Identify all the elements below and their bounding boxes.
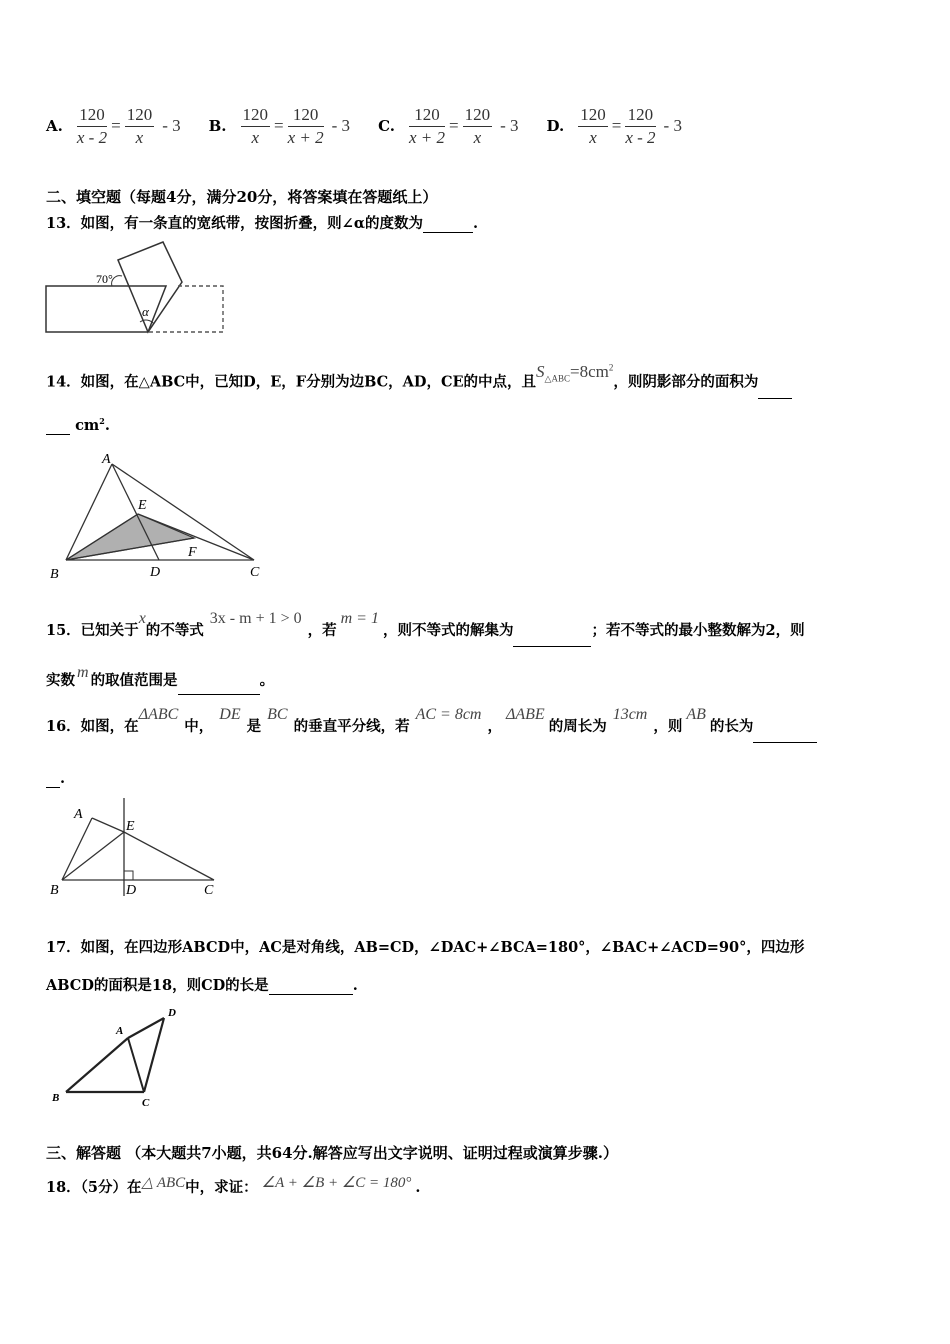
lhs-denominator: x (589, 127, 597, 147)
q15-text-line1 (46, 610, 805, 646)
q15-mid3: ，则不等式的解集为 (382, 622, 514, 639)
q13-answer-blank[interactable] (423, 215, 473, 233)
q15-mid2: ，若 (307, 622, 337, 639)
lhs-numerator: 120 (241, 104, 271, 127)
q14-answer-blank-b[interactable] (46, 417, 70, 435)
q17-line2-pre: ABCD的面积是18，则CD的长是 (46, 977, 269, 994)
q16-BC: BC (267, 706, 288, 723)
q16-AB: AB (686, 706, 706, 723)
q17-end: . (352, 977, 358, 994)
q14-area-val: =8cm (569, 361, 609, 381)
q13-angle-70-arc (112, 276, 122, 286)
lhs-denominator: x (251, 127, 260, 147)
q16-segment-BE (62, 832, 124, 880)
equals-sign: = (111, 116, 121, 135)
q16-mid6: 的长为 (709, 718, 754, 735)
q18-triangle: △ ABC (141, 1175, 186, 1191)
q18-end: . (415, 1179, 421, 1196)
minus-term: - 3 (663, 116, 682, 135)
q14-area-sub: △ABC (544, 373, 570, 384)
q17-text-line1: 17．如图，在四边形ABCD中，AC是对角线，AB=CD，∠DAC+∠BCA=180°，∠BAC+∠ACD=90°，四边形 (46, 939, 805, 956)
rhs-fraction (288, 104, 324, 149)
rhs-fraction (125, 104, 155, 149)
q16-comma: ， (487, 718, 502, 735)
q14-unit-sup: 2 (99, 416, 105, 426)
rhs-denominator: x + 2 (287, 127, 324, 147)
q12-options-row (46, 98, 906, 154)
section2-heading: 二、填空题（每题4分，满分20分，将答案填在答题纸上） (46, 188, 438, 206)
q14-question-post: ，则阴影部分的面积为 (613, 373, 759, 391)
q15-var-x: x (138, 610, 146, 627)
q14-unit: cm (75, 416, 100, 434)
q14-question-pre: 14．如图，在△ABC中，已知D，E，F分别为边BC，AD，CE的中点，且 (46, 373, 537, 391)
q15-line2-pre: 实数 (46, 672, 75, 689)
q14-label-A: A (102, 452, 111, 467)
q14-label-D: D (150, 565, 161, 580)
q17-label-A: A (116, 1025, 124, 1037)
equals-sign: = (449, 116, 459, 135)
q17-label-D: D (168, 1007, 176, 1019)
q16-mid4: 的周长为 (548, 718, 607, 735)
q15-answer-blank-2[interactable] (178, 668, 260, 695)
rhs-fraction (625, 104, 655, 149)
q14-text-line2 (46, 416, 110, 435)
q16-side-AB (62, 818, 92, 880)
q16-label-E: E (126, 819, 135, 834)
lhs-denominator: x + 2 (408, 127, 445, 147)
q13-figure (40, 236, 235, 340)
option-label: C. (378, 117, 395, 135)
option-label: D. (546, 117, 565, 135)
section3-heading: 三、解答题 （本大题共7小题，共64分.解答应写出文字说明、证明过程或演算步骤.） (46, 1144, 618, 1162)
q18-pre: 18．（5分）在 (46, 1179, 142, 1196)
equals-sign: = (611, 116, 622, 135)
q15-text-line2 (46, 664, 275, 694)
q15-var-m: m (77, 664, 89, 681)
q14-area-expression (536, 361, 614, 384)
option-label: A. (46, 117, 63, 135)
q12-option-d[interactable] (547, 104, 684, 149)
q14-label-B: B (50, 567, 59, 582)
q16-mid5: ，则 (653, 718, 683, 735)
lhs-numerator: 120 (578, 104, 608, 127)
q16-mid1: 中， (184, 718, 214, 735)
q16-label-C: C (204, 883, 214, 898)
q13-angle-70-label: 70° (96, 272, 113, 286)
q17-text-line2 (46, 974, 358, 995)
q15-condition: m = 1 (340, 610, 379, 627)
q14-answer-blank-a[interactable] (758, 368, 792, 399)
rhs-numerator: 120 (125, 104, 155, 127)
q16-DE: DE (219, 706, 241, 723)
q13-text (46, 212, 478, 233)
q17-label-C: C (142, 1097, 150, 1109)
lhs-fraction (241, 104, 271, 149)
q14-area-sup: 2 (608, 362, 614, 372)
q17-diagonal-AC (128, 1038, 144, 1092)
lhs-numerator: 120 (409, 104, 445, 127)
q13-dashed-original (148, 286, 223, 332)
q15-answer-blank-1[interactable] (513, 616, 591, 647)
q13-alpha-label: α (142, 304, 149, 319)
q16-text-line2 (46, 770, 65, 788)
q13-question: 13．如图，有一条直的宽纸带，按图折叠，则∠α的度数为 (46, 215, 423, 232)
q12-option-c[interactable] (378, 104, 520, 149)
q16-length: 13cm (612, 706, 648, 723)
q17-label-B: B (52, 1092, 60, 1104)
q13-folded-flap (118, 242, 182, 332)
q15-line2-post: 的取值范围是 (90, 672, 178, 689)
rhs-denominator: x - 2 (625, 127, 656, 147)
q16-text-line1 (46, 706, 817, 742)
lhs-fraction (77, 104, 107, 149)
rhs-denominator: x (135, 127, 144, 147)
q14-text-line1 (46, 362, 792, 392)
equals-sign: = (274, 116, 284, 135)
q16-pre: 16．如图，在 (46, 718, 139, 735)
q14-area-S: S (536, 361, 545, 381)
q16-label-A: A (74, 807, 83, 822)
rhs-numerator: 120 (463, 104, 493, 127)
q16-figure (44, 796, 224, 900)
q14-end: . (104, 416, 110, 434)
q16-answer-blank-a[interactable] (753, 712, 817, 743)
q15-inequality: 3x - m + 1 > 0 (209, 610, 302, 627)
minus-term: - 3 (500, 116, 519, 135)
option-label: B. (208, 117, 227, 135)
minus-term: - 3 (162, 116, 181, 135)
lhs-denominator: x - 2 (76, 127, 108, 147)
lhs-numerator: 120 (77, 104, 107, 127)
q16-answer-blank-b[interactable] (46, 770, 60, 788)
q15-mid1: 的不等式 (145, 622, 204, 639)
q16-mid3: 的垂直平分线，若 (293, 718, 410, 735)
q14-label-F: F (188, 545, 197, 560)
q16-mid2: 是 (246, 718, 262, 735)
q16-AC: AC = 8cm (415, 706, 482, 723)
q15-end: 。 (259, 672, 275, 689)
q12-option-b[interactable] (209, 104, 352, 149)
q15-mid4: ；若不等式的最小整数解为2，则 (591, 622, 805, 639)
q17-figure (44, 1004, 194, 1112)
q16-triangle: ΔABC (138, 706, 179, 723)
q16-side-AC (92, 818, 124, 832)
q18-mid: 中，求证： (185, 1179, 258, 1196)
rhs-numerator: 120 (288, 104, 324, 127)
minus-term: - 3 (331, 116, 351, 135)
q14-figure (44, 448, 274, 584)
lhs-fraction (409, 104, 445, 149)
q14-label-C: C (250, 565, 260, 580)
q13-end: . (472, 215, 479, 232)
q16-right-angle-mark (124, 871, 133, 880)
q15-pre: 15．已知关于 (46, 622, 139, 639)
q12-option-a[interactable] (46, 104, 183, 149)
q16-end: . (60, 770, 66, 787)
q16-ABE: ΔABE (505, 706, 545, 723)
q16-label-D: D (126, 883, 137, 898)
lhs-fraction (578, 104, 608, 149)
q18-text (46, 1176, 420, 1200)
rhs-fraction (463, 104, 493, 149)
rhs-numerator: 120 (625, 104, 655, 127)
q17-answer-blank[interactable] (269, 977, 353, 995)
q16-segment-EC (124, 832, 214, 880)
rhs-denominator: x (473, 127, 482, 147)
q17-side-CD (144, 1018, 164, 1092)
q16-label-B: B (50, 883, 59, 898)
q17-side-AB (66, 1038, 128, 1092)
q18-equation: ∠A + ∠B + ∠C = 180° (261, 1175, 412, 1191)
q14-label-E: E (138, 498, 147, 513)
